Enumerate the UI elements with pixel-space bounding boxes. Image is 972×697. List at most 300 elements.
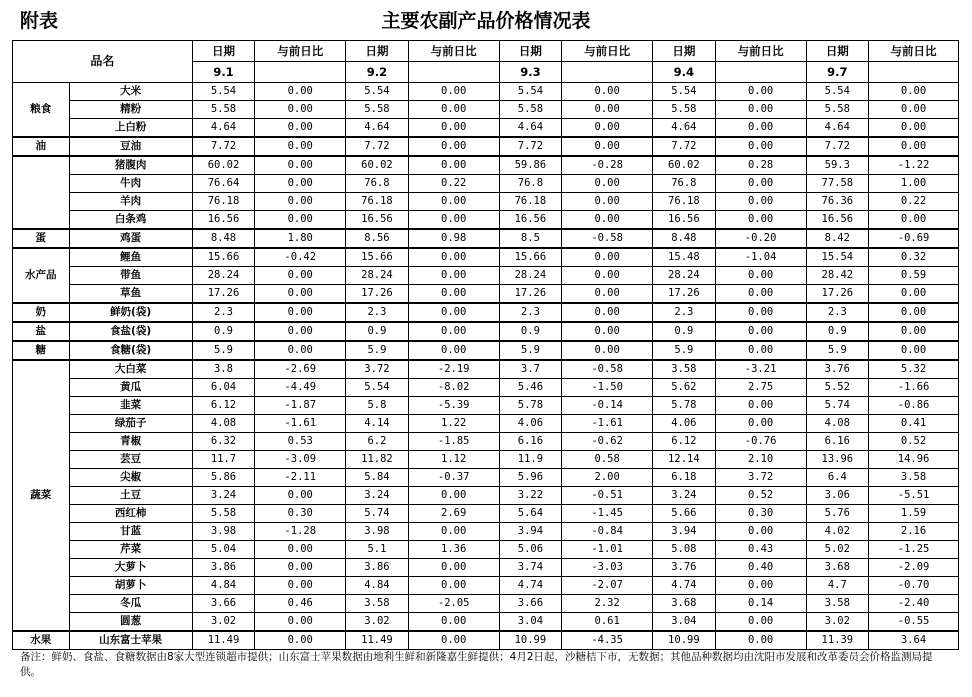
- price-value: 3.04: [653, 613, 716, 632]
- price-value: 6.04: [192, 379, 255, 397]
- item-name: 鲜奶(袋): [69, 303, 192, 322]
- table-row: [13, 83, 959, 101]
- change-value: 0.00: [715, 577, 806, 595]
- change-value: -0.28: [562, 156, 653, 175]
- item-name: 上白粉: [69, 119, 192, 138]
- price-value: 28.24: [192, 267, 255, 285]
- price-value: 4.84: [346, 577, 409, 595]
- table-row: [13, 631, 959, 650]
- price-value: 3.74: [499, 559, 562, 577]
- change-value: 0.22: [408, 175, 499, 193]
- change-value: 0.00: [562, 341, 653, 360]
- change-value: 0.53: [255, 433, 346, 451]
- change-value: 0.00: [869, 211, 959, 230]
- price-value: 0.9: [653, 322, 716, 341]
- price-value: 3.68: [806, 559, 869, 577]
- price-value: 8.56: [346, 229, 409, 248]
- change-value: -2.05: [408, 595, 499, 613]
- change-value: 0.00: [715, 631, 806, 650]
- category-cell: 盐: [13, 322, 70, 341]
- price-value: 17.26: [346, 285, 409, 304]
- price-value: 4.64: [806, 119, 869, 138]
- price-value: 5.96: [499, 469, 562, 487]
- date-value: 9.2: [346, 62, 409, 83]
- change-value: 0.00: [869, 137, 959, 156]
- item-name: 甘蓝: [69, 523, 192, 541]
- price-value: 3.72: [346, 360, 409, 379]
- change-value: 0.00: [255, 267, 346, 285]
- table-row: [13, 415, 959, 433]
- item-name: 芸豆: [69, 451, 192, 469]
- price-value: 7.72: [653, 137, 716, 156]
- change-value: 0.00: [715, 322, 806, 341]
- change-value: 0.00: [408, 83, 499, 101]
- price-value: 4.64: [192, 119, 255, 138]
- table-row: [13, 211, 959, 230]
- price-value: 16.56: [653, 211, 716, 230]
- change-value: 0.00: [408, 523, 499, 541]
- price-value: 4.74: [499, 577, 562, 595]
- change-value: -1.28: [255, 523, 346, 541]
- change-value: 0.00: [869, 101, 959, 119]
- change-value: 0.00: [562, 285, 653, 304]
- price-value: 15.48: [653, 248, 716, 267]
- price-value: 3.06: [806, 487, 869, 505]
- change-value: 0.14: [715, 595, 806, 613]
- change-value: 2.00: [562, 469, 653, 487]
- table-row: [13, 487, 959, 505]
- price-value: 6.12: [653, 433, 716, 451]
- change-value: 0.00: [255, 83, 346, 101]
- price-value: 28.24: [346, 267, 409, 285]
- price-value: 17.26: [192, 285, 255, 304]
- price-value: 5.66: [653, 505, 716, 523]
- change-value: 0.59: [869, 267, 959, 285]
- price-value: 2.3: [499, 303, 562, 322]
- price-value: 59.86: [499, 156, 562, 175]
- price-value: 6.32: [192, 433, 255, 451]
- date-value: 9.7: [806, 62, 869, 83]
- change-value: -0.42: [255, 248, 346, 267]
- change-value: 0.00: [408, 285, 499, 304]
- header-row: [13, 41, 959, 62]
- date-value: 9.1: [192, 62, 255, 83]
- change-value: -2.09: [869, 559, 959, 577]
- change-value: -1.87: [255, 397, 346, 415]
- price-value: 3.98: [346, 523, 409, 541]
- price-value: 4.64: [346, 119, 409, 138]
- table-row: [13, 229, 959, 248]
- compare-header: 与前日比: [408, 41, 499, 62]
- item-name: 食糖(袋): [69, 341, 192, 360]
- price-value: 3.7: [499, 360, 562, 379]
- item-name: 牛肉: [69, 175, 192, 193]
- change-value: 0.00: [715, 83, 806, 101]
- change-value: 14.96: [869, 451, 959, 469]
- price-value: 3.94: [653, 523, 716, 541]
- change-value: 0.00: [255, 487, 346, 505]
- price-value: 15.66: [499, 248, 562, 267]
- price-value: 11.9: [499, 451, 562, 469]
- price-value: 28.24: [653, 267, 716, 285]
- price-value: 60.02: [192, 156, 255, 175]
- price-value: 5.9: [346, 341, 409, 360]
- change-value: 0.00: [255, 101, 346, 119]
- change-value: 0.00: [562, 137, 653, 156]
- price-value: 5.04: [192, 541, 255, 559]
- change-value: -1.61: [562, 415, 653, 433]
- change-value: 0.00: [715, 137, 806, 156]
- change-value: -1.50: [562, 379, 653, 397]
- change-value: 0.00: [255, 322, 346, 341]
- change-value: -3.21: [715, 360, 806, 379]
- date-header: 日期: [192, 41, 255, 62]
- price-value: 5.9: [806, 341, 869, 360]
- change-value: 0.00: [408, 101, 499, 119]
- change-value: -0.84: [562, 523, 653, 541]
- change-value: 5.32: [869, 360, 959, 379]
- price-value: 5.54: [346, 379, 409, 397]
- price-value: 4.64: [653, 119, 716, 138]
- item-name: 圆葱: [69, 613, 192, 632]
- change-value: 0.00: [562, 193, 653, 211]
- item-name: 豆油: [69, 137, 192, 156]
- change-value: 0.00: [255, 119, 346, 138]
- date-value: 9.3: [499, 62, 562, 83]
- table-row: [13, 119, 959, 138]
- change-value: 0.22: [869, 193, 959, 211]
- price-value: 6.4: [806, 469, 869, 487]
- change-value: -4.49: [255, 379, 346, 397]
- price-value: 3.02: [346, 613, 409, 632]
- change-value: 0.00: [715, 397, 806, 415]
- change-value: -2.19: [408, 360, 499, 379]
- change-value: 0.00: [255, 137, 346, 156]
- change-value: -0.86: [869, 397, 959, 415]
- price-value: 3.86: [192, 559, 255, 577]
- change-value: 0.00: [255, 631, 346, 650]
- change-value: -0.51: [562, 487, 653, 505]
- price-value: 11.7: [192, 451, 255, 469]
- change-value: 0.00: [408, 193, 499, 211]
- price-value: 16.56: [499, 211, 562, 230]
- name-header: 品名: [13, 41, 193, 83]
- item-name: 精粉: [69, 101, 192, 119]
- price-value: 3.58: [346, 595, 409, 613]
- change-value: 0.00: [408, 211, 499, 230]
- change-value: 0.00: [562, 267, 653, 285]
- change-value: -5.51: [869, 487, 959, 505]
- change-value: 0.52: [869, 433, 959, 451]
- change-value: 0.00: [255, 175, 346, 193]
- change-value: -2.07: [562, 577, 653, 595]
- change-value: -5.39: [408, 397, 499, 415]
- change-value: 3.58: [869, 469, 959, 487]
- change-value: -1.45: [562, 505, 653, 523]
- date-header: 日期: [346, 41, 409, 62]
- change-value: 0.41: [869, 415, 959, 433]
- price-value: 3.22: [499, 487, 562, 505]
- price-value: 77.58: [806, 175, 869, 193]
- change-value: 0.00: [408, 631, 499, 650]
- price-value: 59.3: [806, 156, 869, 175]
- price-value: 3.76: [653, 559, 716, 577]
- price-value: 5.54: [499, 83, 562, 101]
- item-name: 鲤鱼: [69, 248, 192, 267]
- item-name: 土豆: [69, 487, 192, 505]
- price-table: [12, 40, 959, 650]
- category-cell: [13, 156, 70, 229]
- price-value: 7.72: [499, 137, 562, 156]
- price-value: 3.02: [806, 613, 869, 632]
- price-value: 0.9: [192, 322, 255, 341]
- item-name: 白条鸡: [69, 211, 192, 230]
- change-value: 0.98: [408, 229, 499, 248]
- price-value: 3.94: [499, 523, 562, 541]
- change-value: 0.00: [869, 119, 959, 138]
- price-value: 15.54: [806, 248, 869, 267]
- price-value: 5.58: [346, 101, 409, 119]
- price-value: 76.18: [346, 193, 409, 211]
- change-value: -1.66: [869, 379, 959, 397]
- change-value: 0.00: [715, 613, 806, 632]
- price-value: 4.74: [653, 577, 716, 595]
- table-row: [13, 397, 959, 415]
- price-value: 8.48: [192, 229, 255, 248]
- change-value: 0.00: [255, 613, 346, 632]
- price-value: 11.82: [346, 451, 409, 469]
- price-value: 16.56: [346, 211, 409, 230]
- change-value: 0.00: [715, 303, 806, 322]
- change-value: 0.00: [715, 211, 806, 230]
- price-value: 5.62: [653, 379, 716, 397]
- change-value: 0.00: [408, 341, 499, 360]
- change-value: -3.09: [255, 451, 346, 469]
- table-row: [13, 379, 959, 397]
- price-value: 4.08: [192, 415, 255, 433]
- change-value: -0.58: [562, 360, 653, 379]
- price-value: 13.96: [806, 451, 869, 469]
- price-value: 3.58: [653, 360, 716, 379]
- price-value: 60.02: [653, 156, 716, 175]
- item-name: 山东富士苹果: [69, 631, 192, 650]
- price-value: 6.16: [806, 433, 869, 451]
- table-row: [13, 137, 959, 156]
- change-value: 0.40: [715, 559, 806, 577]
- table-row: [13, 541, 959, 559]
- price-value: 11.49: [192, 631, 255, 650]
- table-row: [13, 433, 959, 451]
- price-value: 15.66: [192, 248, 255, 267]
- price-value: 6.12: [192, 397, 255, 415]
- change-value: 0.00: [562, 101, 653, 119]
- change-value: 0.30: [255, 505, 346, 523]
- change-value: 0.00: [562, 211, 653, 230]
- compare-blank: [562, 62, 653, 83]
- change-value: 2.75: [715, 379, 806, 397]
- item-name: 冬瓜: [69, 595, 192, 613]
- price-value: 5.58: [192, 101, 255, 119]
- change-value: 1.22: [408, 415, 499, 433]
- change-value: 0.00: [255, 193, 346, 211]
- price-value: 5.06: [499, 541, 562, 559]
- item-name: 绿茄子: [69, 415, 192, 433]
- price-value: 7.72: [806, 137, 869, 156]
- price-value: 7.72: [192, 137, 255, 156]
- table-row: [13, 451, 959, 469]
- item-name: 食盐(袋): [69, 322, 192, 341]
- change-value: 0.00: [869, 83, 959, 101]
- change-value: 0.00: [408, 137, 499, 156]
- table-row: [13, 156, 959, 175]
- change-value: 2.69: [408, 505, 499, 523]
- change-value: -2.40: [869, 595, 959, 613]
- change-value: 0.00: [408, 322, 499, 341]
- price-value: 4.02: [806, 523, 869, 541]
- change-value: 0.00: [715, 101, 806, 119]
- price-value: 5.54: [192, 83, 255, 101]
- item-name: 草鱼: [69, 285, 192, 304]
- price-value: 76.64: [192, 175, 255, 193]
- category-cell: 水果: [13, 631, 70, 650]
- price-value: 17.26: [499, 285, 562, 304]
- price-value: 28.42: [806, 267, 869, 285]
- price-value: 6.2: [346, 433, 409, 451]
- price-value: 16.56: [192, 211, 255, 230]
- change-value: 0.32: [869, 248, 959, 267]
- change-value: 0.00: [562, 119, 653, 138]
- price-value: 5.9: [653, 341, 716, 360]
- price-value: 3.66: [499, 595, 562, 613]
- change-value: -0.76: [715, 433, 806, 451]
- price-value: 0.9: [346, 322, 409, 341]
- table-row: [13, 267, 959, 285]
- price-value: 5.78: [653, 397, 716, 415]
- price-value: 5.58: [653, 101, 716, 119]
- price-value: 60.02: [346, 156, 409, 175]
- price-value: 2.3: [653, 303, 716, 322]
- price-value: 10.99: [653, 631, 716, 650]
- change-value: 0.00: [869, 341, 959, 360]
- price-value: 3.68: [653, 595, 716, 613]
- change-value: 0.00: [408, 577, 499, 595]
- change-value: 0.00: [408, 487, 499, 505]
- price-value: 12.14: [653, 451, 716, 469]
- change-value: -0.14: [562, 397, 653, 415]
- change-value: 0.00: [869, 322, 959, 341]
- table-row: [13, 360, 959, 379]
- price-value: 5.54: [653, 83, 716, 101]
- price-value: 3.86: [346, 559, 409, 577]
- table-row: [13, 193, 959, 211]
- change-value: -2.11: [255, 469, 346, 487]
- category-cell: 粮食: [13, 83, 70, 138]
- price-value: 5.8: [346, 397, 409, 415]
- compare-header: 与前日比: [715, 41, 806, 62]
- price-value: 6.16: [499, 433, 562, 451]
- price-value: 3.58: [806, 595, 869, 613]
- table-row: [13, 523, 959, 541]
- change-value: 0.00: [408, 156, 499, 175]
- price-value: 5.54: [806, 83, 869, 101]
- change-value: 0.00: [562, 303, 653, 322]
- price-value: 4.08: [806, 415, 869, 433]
- price-value: 3.24: [192, 487, 255, 505]
- change-value: 0.00: [562, 83, 653, 101]
- price-value: 11.49: [346, 631, 409, 650]
- change-value: 0.00: [408, 613, 499, 632]
- change-value: 0.00: [562, 175, 653, 193]
- item-name: 尖椒: [69, 469, 192, 487]
- change-value: 0.58: [562, 451, 653, 469]
- table-row: [13, 613, 959, 632]
- change-value: 0.61: [562, 613, 653, 632]
- price-value: 16.56: [806, 211, 869, 230]
- change-value: 0.00: [715, 341, 806, 360]
- change-value: -0.58: [562, 229, 653, 248]
- change-value: 0.00: [715, 175, 806, 193]
- change-value: 0.00: [408, 303, 499, 322]
- change-value: 0.00: [255, 541, 346, 559]
- change-value: 2.10: [715, 451, 806, 469]
- change-value: 0.00: [255, 303, 346, 322]
- price-value: 17.26: [806, 285, 869, 304]
- category-cell: 蔬菜: [13, 360, 70, 631]
- change-value: 0.00: [562, 248, 653, 267]
- item-name: 西红柿: [69, 505, 192, 523]
- table-row: [13, 285, 959, 304]
- price-value: 5.9: [192, 341, 255, 360]
- category-cell: 水产品: [13, 248, 70, 303]
- price-value: 5.78: [499, 397, 562, 415]
- price-value: 3.76: [806, 360, 869, 379]
- table-row: [13, 248, 959, 267]
- price-value: 5.58: [806, 101, 869, 119]
- change-value: 2.16: [869, 523, 959, 541]
- price-value: 5.76: [806, 505, 869, 523]
- price-value: 5.08: [653, 541, 716, 559]
- price-value: 11.39: [806, 631, 869, 650]
- price-value: 4.64: [499, 119, 562, 138]
- change-value: 0.00: [715, 285, 806, 304]
- table-row: [13, 101, 959, 119]
- change-value: 0.00: [255, 211, 346, 230]
- price-value: 4.7: [806, 577, 869, 595]
- price-value: 2.3: [192, 303, 255, 322]
- change-value: -2.69: [255, 360, 346, 379]
- change-value: -4.35: [562, 631, 653, 650]
- change-value: 1.12: [408, 451, 499, 469]
- change-value: 3.72: [715, 469, 806, 487]
- price-value: 76.18: [192, 193, 255, 211]
- price-value: 3.24: [653, 487, 716, 505]
- compare-header: 与前日比: [255, 41, 346, 62]
- item-name: 青椒: [69, 433, 192, 451]
- price-value: 4.14: [346, 415, 409, 433]
- change-value: 0.00: [715, 267, 806, 285]
- change-value: -1.22: [869, 156, 959, 175]
- change-value: 0.00: [255, 341, 346, 360]
- price-value: 5.74: [806, 397, 869, 415]
- change-value: 0.00: [408, 119, 499, 138]
- change-value: 1.59: [869, 505, 959, 523]
- price-value: 4.84: [192, 577, 255, 595]
- item-name: 芹菜: [69, 541, 192, 559]
- change-value: 0.00: [715, 523, 806, 541]
- compare-blank: [869, 62, 959, 83]
- compare-header: 与前日比: [869, 41, 959, 62]
- price-value: 0.9: [806, 322, 869, 341]
